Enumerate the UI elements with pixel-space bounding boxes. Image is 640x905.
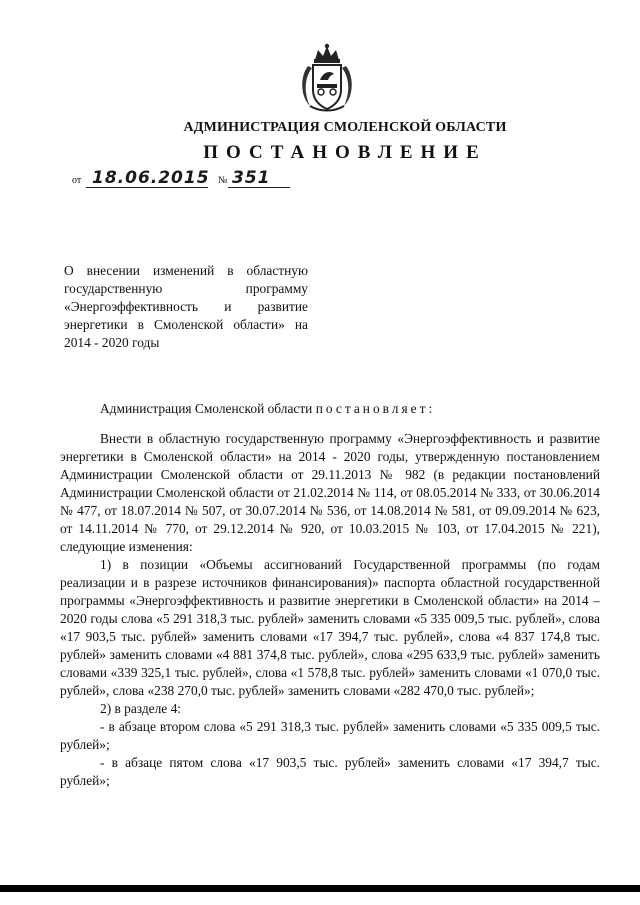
intro-prefix: Администрация Смоленской области	[100, 401, 316, 416]
intro-line	[60, 400, 600, 418]
document-date-number	[72, 166, 402, 192]
body-paragraph: - в абзаце пятом слова «17 903,5 тыс. рублей» заменить словами «17 394,7 тыс. рублей»;	[60, 755, 600, 788]
scan-edge-bar	[0, 885, 640, 892]
intro-verb: постановляет:	[315, 401, 436, 416]
from-label: от	[72, 175, 82, 186]
number-value: 351	[232, 168, 271, 188]
document-type-title: ПОСТАНОВЛЕНИЕ	[203, 142, 487, 163]
coat-of-arms-icon	[296, 42, 358, 112]
body-paragraph: 1) в позиции «Объемы ассигнований Государственной программы (по годам реализации и в разрезе источников финансирования)» паспорта областной государственной программы «Энергоэффективность и развитие энергетики в Смоленской области» на 2014 – 2020 годы слова «5 291 318,3 тыс. рублей» заменить словами «5 335 009,5 тыс. рублей», слова «17 903,5 тыс. рублей» заменить словами «17 394,7 тыс. рублей», слова «4 837 174,8 тыс. рублей» заменить словами «4 881 374,8 тыс. рублей», слова «295 633,9 тыс. рублей» заменить словами «339 325,1 тыс. рублей», слова «1 578,8 тыс. рублей» заменить словами «1 070,0 тыс. рублей», слова «238 270,0 тыс. рублей» заменить словами «282 470,0 тыс. рублей»;	[60, 557, 600, 698]
body-paragraph: 2) в разделе 4:	[100, 701, 182, 716]
organization-title: АДМИНИСТРАЦИЯ СМОЛЕНСКОЙ ОБЛАСТИ	[183, 120, 507, 135]
body-paragraph: - в абзаце втором слова «5 291 318,3 тыс. рублей» заменить словами «5 335 009,5 тыс. рублей»;	[60, 719, 600, 752]
number-label: №	[218, 175, 228, 186]
date-value: 18.06.2015	[92, 168, 210, 188]
document-body	[60, 400, 600, 790]
body-paragraph: Внести в областную государственную программу «Энергоэффективность и развитие энергетики в Смоленской области» на 2014 - 2020 годы, утвержденную постановлением Администрации Смоленской области от 29.11.2013 № 982 (в редакции постановлений Администрации Смоленской области от 21.02.2014 № 114, от 08.05.2014 № 333, от 30.06.2014 № 477, от 18.07.2014 № 507, от 30.07.2014 № 536, от 14.08.2014 № 581, от 09.09.2014 № 623, от 14.11.2014 № 770, от 29.12.2014 № 920, от 10.03.2015 № 103, от 17.04.2015 № 221), следующие изменения:	[60, 431, 600, 554]
document-subject: О внесении изменений в областную государственную программу «Энергоэффективность и развитие энергетики в Смоленской области» на 2014 - 2020 годы	[64, 263, 308, 350]
